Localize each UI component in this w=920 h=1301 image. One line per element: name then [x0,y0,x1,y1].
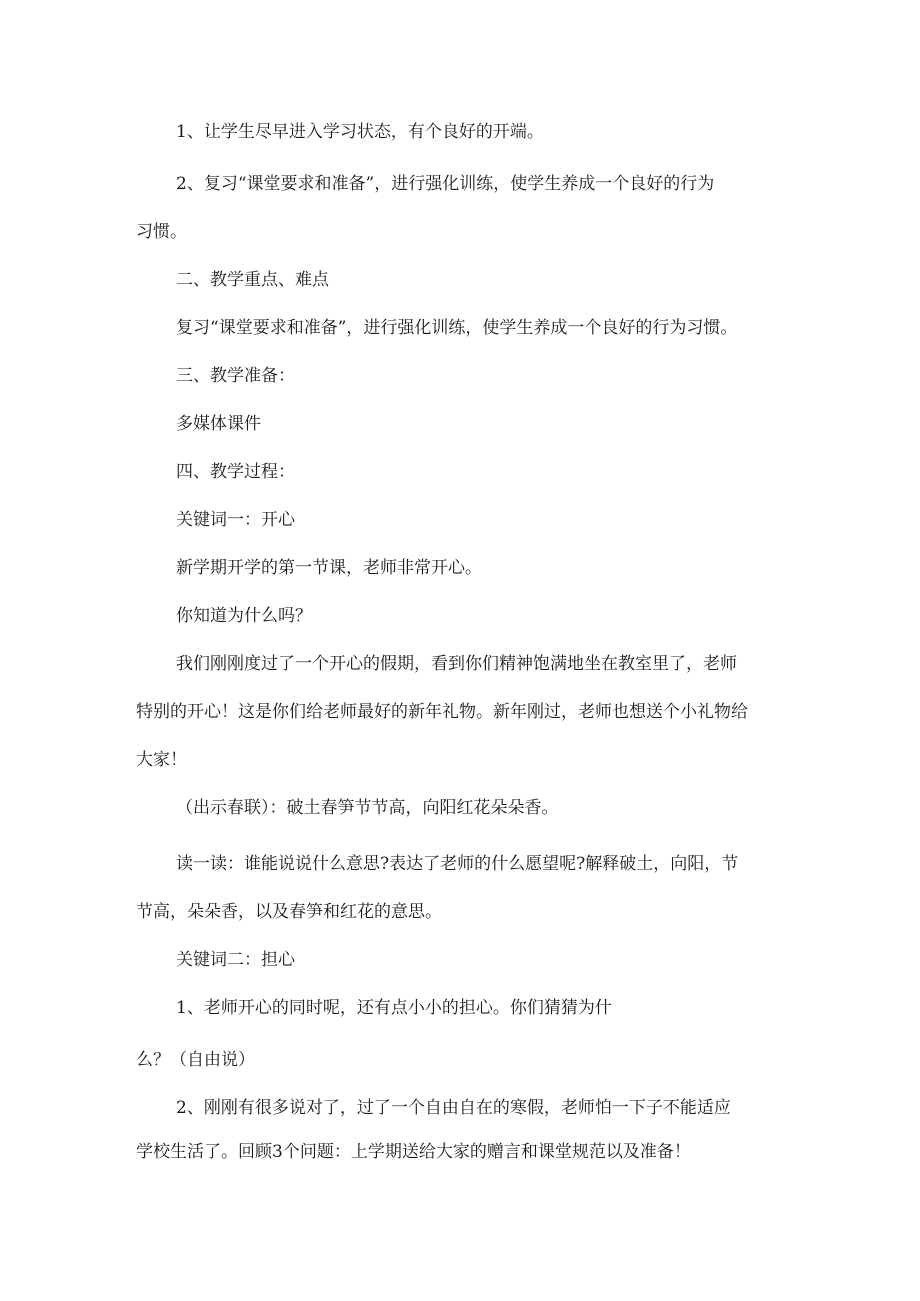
keyword-2-heading: 关键词二：担心 [176,950,295,970]
section-heading-process: 四、教学过程： [176,462,295,482]
section-heading-key-points: 二、教学重点、难点 [176,270,329,290]
couplet-line: （出示春联）：破土春笋节节高，向阳红花朵朵香。 [176,798,559,818]
paragraph: 1、老师开心的同时呢，还有点小小的担心。你们猜猜为什 [176,998,612,1018]
paragraph-cont: 大家！ [136,750,187,770]
paragraph-cont: 么？（自由说） [136,1050,255,1070]
objective-2-cont: 习惯。 [136,222,187,242]
key-points-text: 复习“课堂要求和准备”，进行强化训练，使学生养成一个良好的行为习惯。 [176,318,738,338]
section-heading-preparation: 三、教学准备： [176,366,295,386]
paragraph-cont: 节高，朵朵香，以及春笋和红花的意思。 [136,902,442,922]
paragraph: 新学期开学的第一节课，老师非常开心。 [176,558,482,578]
paragraph-cont: 学校生活了。回顾3个问题：上学期送给大家的赠言和课堂规范以及准备！ [136,1142,691,1162]
paragraph-cont: 特别的开心！这是你们给老师最好的新年礼物。新年刚过，老师也想送个小礼物给 [136,702,748,722]
objective-2: 2、复习“课堂要求和准备”，进行强化训练，使学生养成一个良好的行为 [176,174,715,194]
paragraph: 我们刚刚度过了一个开心的假期，看到你们精神饱满地坐在教室里了，老师 [176,654,737,674]
preparation-text: 多媒体课件 [176,414,261,434]
paragraph: 2、刚刚有很多说对了，过了一个自由自在的寒假，老师怕一下子不能适应 [176,1098,731,1118]
paragraph: 读一读：谁能说说什么意思?表达了老师的什么愿望呢?解释破土，向阳，节 [176,854,739,874]
paragraph: 你知道为什么吗？ [176,606,312,626]
keyword-1-heading: 关键词一：开心 [176,510,295,530]
objective-1: 1、让学生尽早进入学习状态，有个良好的开端。 [176,122,544,142]
